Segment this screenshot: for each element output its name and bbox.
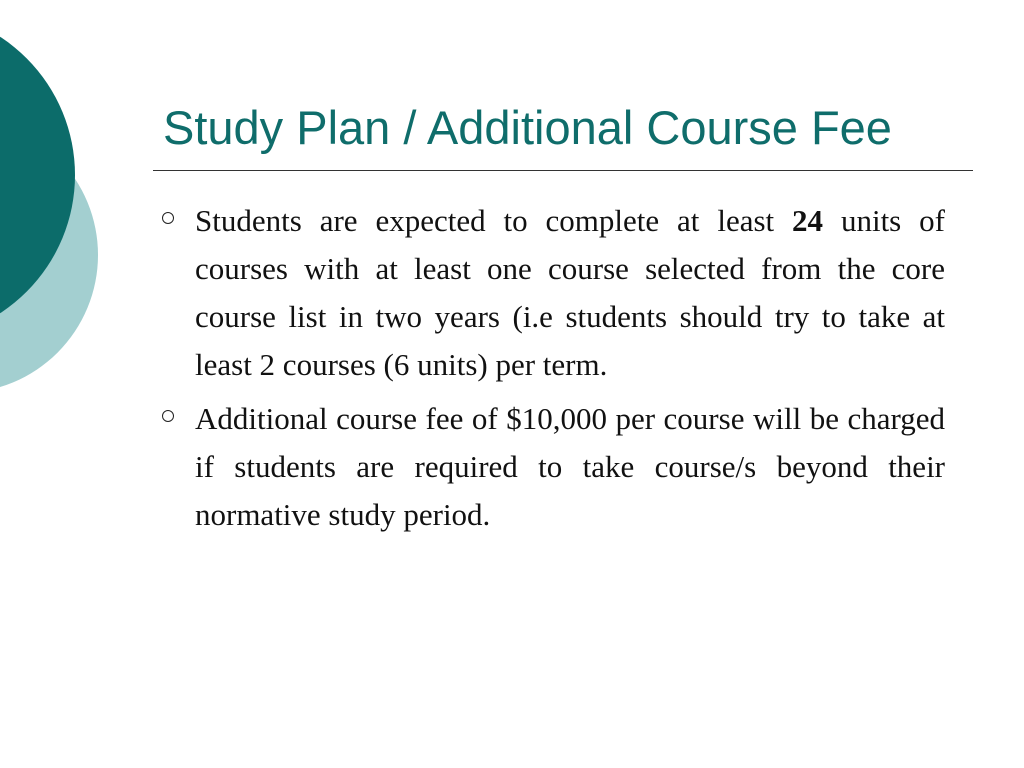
slide-title: Study Plan / Additional Course Fee [163,101,892,154]
hollow-circle-bullet-icon [162,212,174,224]
decorative-circles [0,0,120,420]
bullet-text-start: Students are expected to complete at least [195,203,793,238]
bullet-text [195,197,945,389]
hollow-circle-bullet-icon [162,410,174,422]
bullet-item-additional-fee [160,395,945,539]
bullet-text-end: units of courses with at least one course selected from the core course list in two years (i.e students should try to take at least 2 courses (6 units) per term. [195,203,945,382]
bullet-text [195,395,945,539]
bullet-text-emphasis: 24 [792,203,824,238]
bullet-list [160,197,945,545]
bullet-text-start: Additional course fee of $10,000 per course will be charged if students are required to take course/s beyond their normative study period. [195,401,945,532]
bullet-item-study-plan [160,197,945,389]
title-divider [153,170,973,171]
